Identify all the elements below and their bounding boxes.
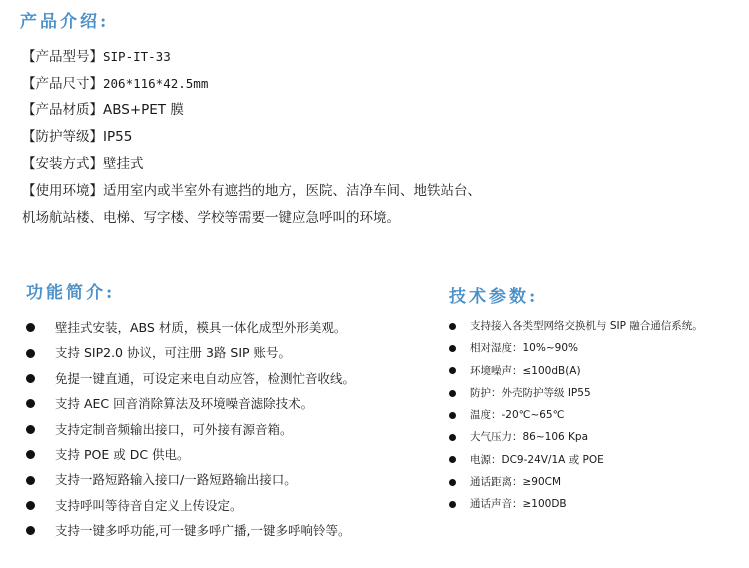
spec-text: 大气压力：86~106 Kpa bbox=[470, 431, 589, 444]
spec-text: 相对湿度：10%~90% bbox=[470, 342, 578, 355]
list-item bbox=[26, 340, 426, 365]
bullet-icon bbox=[449, 456, 456, 463]
list-item bbox=[26, 391, 426, 416]
bullet-icon bbox=[449, 501, 456, 508]
bullet-icon bbox=[26, 450, 35, 459]
bullet-icon bbox=[449, 412, 456, 419]
list-item bbox=[449, 471, 744, 493]
features-list bbox=[26, 315, 426, 544]
spec-row-material bbox=[22, 97, 492, 124]
list-item bbox=[26, 366, 426, 391]
spec-row-environment bbox=[22, 178, 492, 232]
bullet-icon bbox=[26, 501, 35, 510]
spec-value: IP55 bbox=[103, 129, 133, 145]
tech-specs-list bbox=[449, 315, 744, 516]
spec-label: 【产品尺寸】 bbox=[22, 76, 103, 92]
spec-text: 防护：外壳防护等级 IP55 bbox=[470, 386, 591, 399]
list-item bbox=[449, 315, 744, 337]
bullet-icon bbox=[26, 425, 35, 434]
bullet-icon bbox=[449, 345, 456, 352]
spec-text: 环境噪声：≤100dB(A) bbox=[470, 364, 581, 377]
spec-value: 206*116*42.5mm bbox=[103, 76, 209, 91]
feature-text: 支持 SIP2.0 协议，可注册 3路 SIP 账号。 bbox=[55, 345, 292, 361]
spec-label: 【使用环境】 bbox=[22, 183, 103, 199]
list-item bbox=[26, 315, 426, 340]
list-item bbox=[449, 449, 744, 471]
product-intro-section bbox=[22, 43, 492, 232]
spec-text: 通话距离：≥90CM bbox=[470, 476, 562, 489]
bullet-icon bbox=[26, 476, 35, 485]
list-item bbox=[449, 404, 744, 426]
bullet-icon bbox=[26, 349, 35, 358]
list-item bbox=[26, 417, 426, 442]
spec-text: 支持接入各类型网络交换机与 SIP 融合通信系统。 bbox=[470, 320, 703, 332]
spec-label: 【产品型号】 bbox=[22, 49, 103, 65]
feature-text: 支持 POE 或 DC 供电。 bbox=[55, 446, 190, 462]
bullet-icon bbox=[26, 399, 35, 408]
spec-row-protection bbox=[22, 124, 492, 151]
list-item bbox=[449, 360, 744, 382]
bullet-icon bbox=[449, 479, 456, 486]
list-item bbox=[449, 337, 744, 359]
spec-row-size bbox=[22, 70, 492, 97]
feature-text: 支持定制音频输出接口，可外接有源音箱。 bbox=[55, 421, 293, 437]
bullet-icon bbox=[449, 367, 456, 374]
list-item bbox=[449, 493, 744, 515]
spec-row-model bbox=[22, 43, 492, 70]
spec-label: 【安装方式】 bbox=[22, 156, 103, 172]
bullet-icon bbox=[26, 323, 35, 332]
list-item bbox=[26, 518, 426, 543]
list-item bbox=[26, 493, 426, 518]
spec-text: 电源：DC9-24V/1A 或 POE bbox=[470, 453, 604, 466]
feature-text: 支持一键多呼功能,可一键多呼广播,一键多呼响铃等。 bbox=[55, 523, 351, 539]
list-item bbox=[26, 467, 426, 492]
feature-text: 支持呼叫等待音自定义上传设定。 bbox=[55, 497, 243, 513]
bullet-icon bbox=[26, 526, 35, 535]
spec-text: 温度：-20℃~65℃ bbox=[470, 409, 565, 422]
spec-value: SIP-IT-33 bbox=[103, 49, 171, 64]
feature-text: 支持一路短路输入接口/一路短路输出接口。 bbox=[55, 472, 297, 488]
bullet-icon bbox=[26, 374, 35, 383]
spec-value: ABS+PET 膜 bbox=[103, 102, 184, 118]
spec-text: 通话声音：≥100DB bbox=[470, 498, 567, 511]
feature-text: 壁挂式安装，ABS 材质，模具一体化成型外形美观。 bbox=[55, 320, 347, 335]
tech-specs-title: 技术参数: bbox=[449, 287, 539, 307]
spec-label: 【产品材质】 bbox=[22, 102, 103, 118]
feature-text: 支持 AEC 回音消除算法及环境噪音滤除技术。 bbox=[55, 396, 314, 412]
spec-value: 壁挂式 bbox=[103, 156, 144, 172]
list-item bbox=[449, 382, 744, 404]
product-intro-title: 产品介绍: bbox=[20, 12, 110, 32]
bullet-icon bbox=[449, 323, 456, 330]
spec-value: 适用室内或半室外有遮挡的地方，医院、洁净车间、地铁站台、机场航站楼、电梯、写字楼、学校等需要一键应急呼叫的环境。 bbox=[22, 183, 481, 226]
list-item bbox=[449, 426, 744, 448]
spec-row-installation bbox=[22, 151, 492, 178]
feature-text: 免提一键直通，可设定来电自动应答，检测忙音收线。 bbox=[55, 370, 356, 386]
bullet-icon bbox=[449, 390, 456, 397]
bullet-icon bbox=[449, 434, 456, 441]
list-item bbox=[26, 442, 426, 467]
spec-label: 【防护等级】 bbox=[22, 129, 103, 145]
features-title: 功能简介: bbox=[26, 283, 116, 303]
